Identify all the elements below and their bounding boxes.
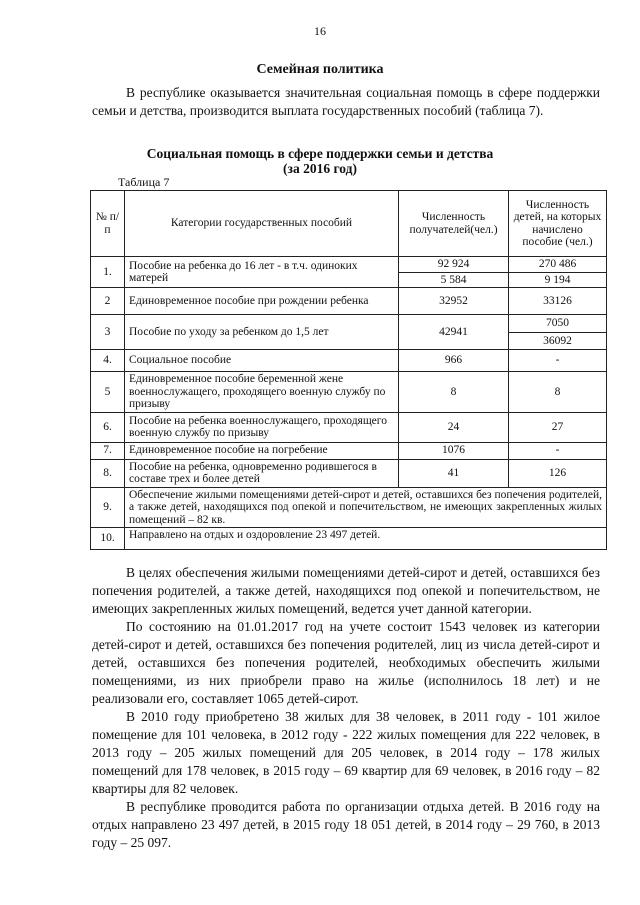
table-row <box>91 442 607 459</box>
row-recipients: 41 <box>399 459 509 487</box>
row-num: 4. <box>91 350 125 372</box>
table-row <box>91 372 607 413</box>
benefits-table <box>90 190 607 550</box>
row-recipients: 8 <box>399 372 509 413</box>
row-num: 8. <box>91 459 125 487</box>
body-text <box>92 564 600 852</box>
header-category: Категории государственных пособий <box>125 191 399 257</box>
row-num: 2 <box>91 288 125 315</box>
row-text: Направлено на отдых и оздоровление 23 497 детей. <box>125 528 607 550</box>
row-children-sub: 9 194 <box>509 272 607 288</box>
row-num: 9. <box>91 487 125 528</box>
row-children: 33126 <box>509 288 607 315</box>
row-children-sub: 36092 <box>509 333 607 350</box>
row-recipients: 32952 <box>399 288 509 315</box>
page-number: 16 <box>314 24 326 38</box>
row-children: - <box>509 442 607 459</box>
table-header-row <box>91 191 607 257</box>
table-row <box>91 315 607 333</box>
row-children: 270 486 <box>509 257 607 273</box>
row-category: Пособие на ребенка военнослужащего, проходящего военную службу по призыву <box>125 412 399 442</box>
row-category: Единовременное пособие на погребение <box>125 442 399 459</box>
row-num: 3 <box>91 315 125 350</box>
row-num: 1. <box>91 257 125 288</box>
intro-paragraph: В республике оказывается значительная социальная помощь в сфере поддержки семьи и детства, производится выплата государственных пособий (таблица 7). <box>92 85 600 118</box>
row-category: Единовременное пособие при рождении ребенка <box>125 288 399 315</box>
row-num: 7. <box>91 442 125 459</box>
header-num: № п/п <box>91 191 125 257</box>
header-recipients: Численность получателей(чел.) <box>399 191 509 257</box>
table-row <box>91 288 607 315</box>
row-recipients-sub: 5 584 <box>399 272 509 288</box>
table-row <box>91 459 607 487</box>
row-children: 126 <box>509 459 607 487</box>
row-children: - <box>509 350 607 372</box>
row-category: Пособие по уходу за ребенком до 1,5 лет <box>125 315 399 350</box>
row-recipients: 24 <box>399 412 509 442</box>
row-children: 8 <box>509 372 607 413</box>
table-label: Таблица 7 <box>118 175 170 189</box>
paragraph: В целях обеспечения жилыми помещениями детей-сирот и детей, оставшихся без попечения родителей, а также детей, находящихся под опекой и попечительством, не имеющих закрепленных жилых помещений, ведется учет данной категории. <box>92 565 600 616</box>
row-num: 6. <box>91 412 125 442</box>
row-category: Пособие на ребенка до 16 лет - в т.ч. одиноких матерей <box>125 257 399 288</box>
row-recipients: 42941 <box>399 315 509 350</box>
paragraph: В республике проводится работа по организации отдыха детей. В 2016 году на отдых направлено 23 497 детей, в 2015 году 18 051 детей, в 2014 году – 29 760, в 2013 году – 25 097. <box>92 799 600 850</box>
row-num: 10. <box>91 528 125 550</box>
row-recipients: 92 924 <box>399 257 509 273</box>
paragraph: По состоянию на 01.01.2017 год на учете состоит 1543 человек из категории детей-сирот и детей, оставшихся без попечения родителей, лиц из числа детей-сирот и детей, оставшихся без попечения родителей, необходимых обеспечить жилыми помещениями, из них приобрели право на жилье (исполнилось 18 лет) и не реализовали его, составляет 1065 детей-сирот. <box>92 619 600 706</box>
row-recipients: 1076 <box>399 442 509 459</box>
table-row <box>91 257 607 273</box>
section-heading: Семейная политика <box>256 62 384 77</box>
row-num: 5 <box>91 372 125 413</box>
table-title-line1: Социальная помощь в сфере поддержки семьи и детства <box>146 146 494 161</box>
header-children: Численность детей, на которых начислено пособие (чел.) <box>509 191 607 257</box>
table-row <box>91 350 607 372</box>
row-category: Социальное пособие <box>125 350 399 372</box>
row-text: Обеспечение жилыми помещениями детей-сирот и детей, оставшихся без попечения родителей, а также детей, находящихся под опекой и попечительством, не имеющих закрепленных жилых помещений – 82 кв. <box>125 487 607 528</box>
table-row <box>91 528 607 550</box>
row-category: Пособие на ребенка, одновременно родившегося в составе трех и более детей <box>125 459 399 487</box>
table-row <box>91 487 607 528</box>
row-recipients: 966 <box>399 350 509 372</box>
table-title <box>0 146 640 176</box>
paragraph: В 2010 году приобретено 38 жилых для 38 человек, в 2011 году - 101 жилое помещение для 101 человека, в 2012 году - 222 жилых помещения для 222 человек, в 2013 году – 205 жилых помещений для 205 человек, в 2014 году – 178 жилых помещений для 178 человек, в 2015 году – 69 квартир для 69 человек, в 2016 году – 82 квартиры для 82 человек. <box>92 709 600 796</box>
table-title-line2: (за 2016 год) <box>283 161 357 176</box>
row-children: 7050 <box>509 315 607 333</box>
row-category: Единовременное пособие беременной жене военнослужащего, проходящего военную службу по призыву <box>125 372 399 413</box>
table-row <box>91 412 607 442</box>
row-children: 27 <box>509 412 607 442</box>
